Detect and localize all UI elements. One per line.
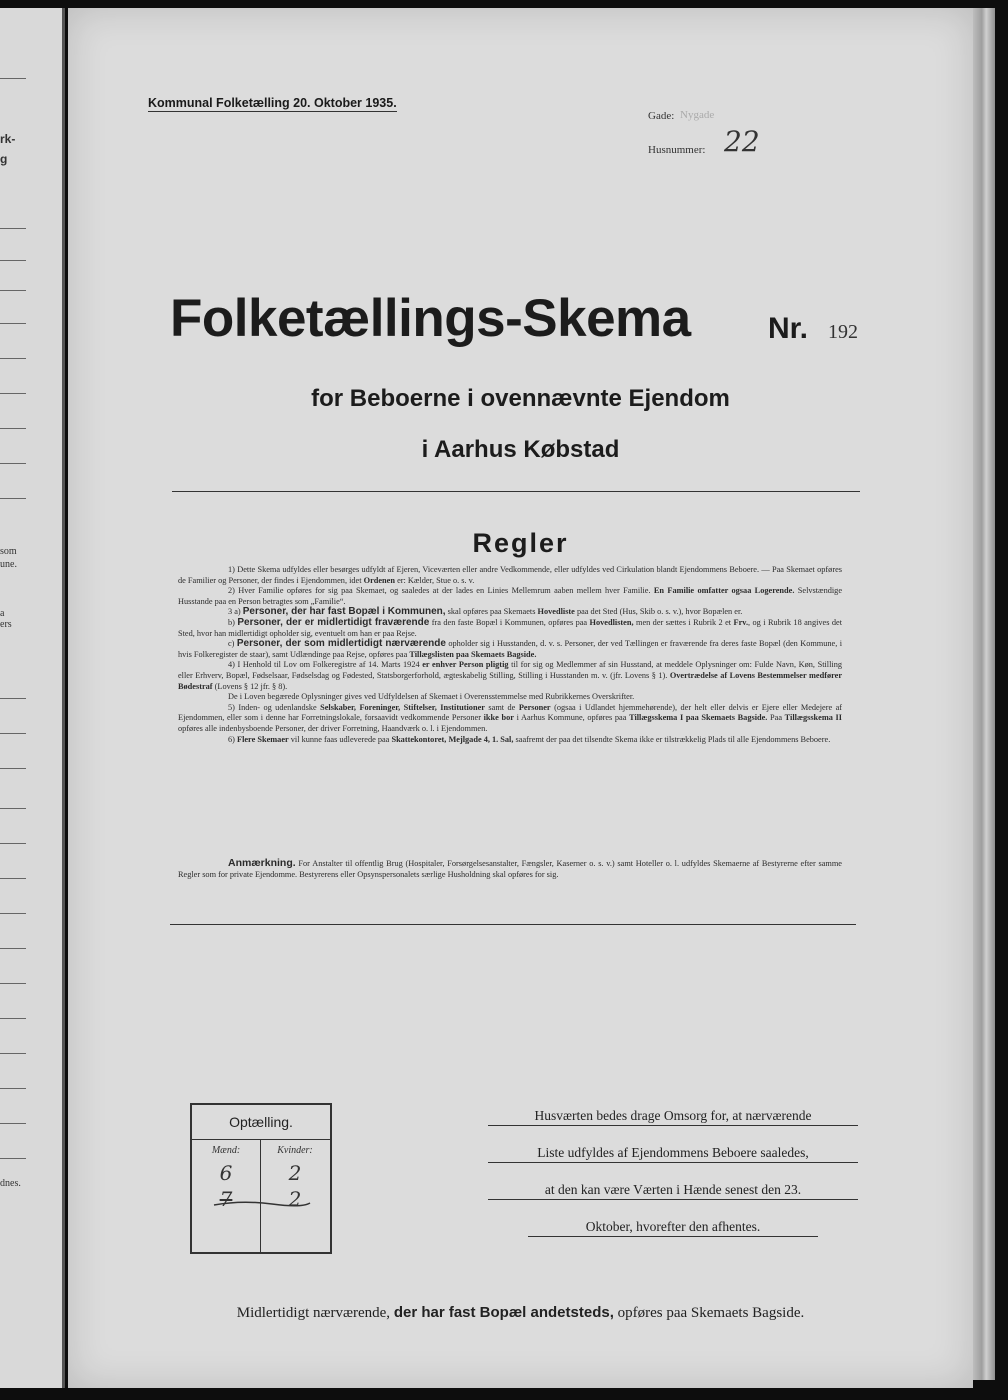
left-page-text: ers (0, 619, 12, 630)
left-page-line (0, 843, 26, 844)
census-form-page (68, 8, 973, 1388)
left-page-text: a (0, 608, 5, 619)
owner-note-line: at den kan være Værten i Hænde senest den 23. (488, 1182, 858, 1200)
street-label: Gade: (648, 110, 675, 122)
left-page-line (0, 733, 26, 734)
left-page-line (0, 463, 26, 464)
left-page-line (0, 1088, 26, 1089)
left-page-line (0, 698, 26, 699)
page-stack-edge (973, 8, 995, 1380)
left-page-fragment (0, 8, 65, 1388)
form-subtitle-city: i Aarhus Købstad (421, 436, 620, 463)
left-page-line (0, 1018, 26, 1019)
left-page-line (0, 260, 26, 261)
left-page-line (0, 1053, 26, 1054)
house-number-label: Husnummer: (648, 144, 706, 156)
left-page-line (0, 913, 26, 914)
left-page-line (0, 358, 26, 359)
form-number-label: Nr. (768, 312, 809, 345)
annotation-note (178, 858, 842, 880)
rules-body (178, 565, 842, 745)
rule-4: 4) I Henhold til Lov om Folkeregistre af 14. Marts 1924 er enhver Person pligtig til for sig og Medlemmer af sin Husstand, at meddele Oplysninger om: Fulde Navn, Køn, Stilling eller Erhverv, Bopæl, Fødselsaar, Fødselsdag og Fødested, Statsborgerforhold, ægteskabelig Stilling, Stilling i Husstanden m. v. (jfr. Lovens § 1). Overtrædelse af Lovens Bestemmelser medfører Bødestraf (Lovens § 12 jfr. § 8). (178, 660, 843, 691)
women-count: 2 (288, 1161, 302, 1185)
form-title: Folketællings-Skema (170, 289, 691, 348)
left-page-line (0, 323, 26, 324)
annotation-label: Anmærkning. (228, 857, 296, 869)
rule-2: 2) Hver Familie opføres for sig paa Skemaet, og saaledes at der lades en Linies Mellemrum aaben mellem hver Familie. En Familie omfatter ogsaa Logerende. Selvstændige Husstande paa en Person betragtes som „Familie“. (178, 586, 843, 606)
footer-note: Midlertidigt nærværende, der har fast Bopæl andetsteds, opføres paa Skemaets Bagside. (236, 1304, 805, 1321)
rule-5: 5) Inden- og udenlandske Selskaber, Foreninger, Stiftelser, Institutioner samt de Personer (ogsaa i Udlandet hjemmehørende), der helt eller delvis er Ejere eller Medejere af Ejendommen, eller som i denne har Forretningslokale, forsaavidt vedkommende Personer ikke bor i Aarhus Kommune, opføres paa Tillægsskema I paa Skemaets Bagside. Paa Tillægsskema II opføres alle indenbysboende Personer, der driver Forretning, Haandværk o. l. i Ejendommen. (178, 702, 843, 733)
left-page-text: rk- (0, 132, 16, 146)
left-page-text: g (0, 152, 8, 166)
form-number-value: 192 (828, 321, 858, 343)
men-count-struck: 7 (219, 1187, 233, 1211)
annotation-text: For Anstalter til offentlig Brug (Hospitaler, Forsørgelsesanstalter, Fængsler, Kaserner o. s. v.) samt Hoteller o. l. udfyldes Skemaerne af Bestyrerne efter samme Regler som for private Ejendomme. Bestyrerens eller Opsynspersonalets særlige Husholdning skal opføres for sig. (178, 859, 842, 879)
owner-note-line: Husværten bedes drage Omsorg for, at nærværende (488, 1108, 858, 1126)
men-label: Mænd: (211, 1145, 241, 1156)
census-header: Kommunal Folketælling 20. Oktober 1935. (148, 96, 397, 110)
rule-4b: De i Loven begærede Oplysninger gives ved Udfyldelsen af Skemaet i Overensstemmelse med Rubrikkernes Overskrifter. (228, 692, 635, 702)
rule-6: 6) Flere Skemaer vil kunne faas udleverede paa Skattekontoret, Mejlgade 4, 1. Sal, saafremt der paa det tilsendte Skema ikke er tilstrækkelig Plads til alle Ejendommens Beboere. (228, 734, 831, 744)
left-page-line (0, 290, 26, 291)
left-page-text: som (0, 546, 17, 557)
left-page-line (0, 1158, 26, 1159)
street-value: Nygade (680, 109, 715, 121)
men-count: 6 (219, 1161, 233, 1185)
left-page-text: dnes. (0, 1178, 21, 1189)
left-page-line (0, 948, 26, 949)
left-page-line (0, 393, 26, 394)
owner-note-line: Liste udfyldes af Ejendommens Beboere saaledes, (488, 1145, 858, 1163)
divider (170, 924, 856, 925)
count-box (190, 1103, 332, 1254)
left-page-line (0, 878, 26, 879)
left-page-text: une. (0, 559, 17, 570)
women-label: Kvinder: (277, 1145, 313, 1156)
rule-3c: c) Personer, der som midlertidigt nærværende opholder sig i Husstanden, d. v. s. Personer, der ved Tællingen er fraværende fra deres faste Bopæl (den Kommune, i hvis Folkeregister de staar), samt Udlændinge paa Rejse, opføres paa Tillægslisten paa Skemaets Bagside. (178, 638, 843, 659)
rule-3b: b) Personer, der er midlertidigt fraværende fra den faste Bopæl i Kommunen, opføres paa Hovedlisten, men der sættes i Rubrik 2 et Frv., og i Rubrik 18 angives det Sted, hvor han midlertidigt opholder sig, eventuelt om han er paa Rejse. (178, 616, 843, 638)
left-page-line (0, 808, 26, 809)
left-page-line (0, 983, 26, 984)
rules-heading: Regler (472, 528, 569, 558)
owner-note-line: Oktober, hvorefter den afhentes. (528, 1219, 818, 1237)
left-page-line (0, 768, 26, 769)
divider (172, 491, 860, 492)
form-subtitle: for Beboerne i ovennævnte Ejendom (311, 385, 730, 412)
rule-3a: 3 a) Personer, der har fast Bopæl i Kommunen, skal opføres paa Skemaets Hovedliste paa det Sted (Hus, Skib o. s. v.), hvor Bopælen er. (228, 606, 743, 618)
rule-1: 1) Dette Skema udfyldes eller besørges udfyldt af Ejeren, Viceværten eller andre Vedkommende, eller udfyldes ved Cirkulation blandt Ejendommens Beboere. — Paa Skemaet opføres de Familier og Personer, der findes i Ejendommen, idet Ordenen er: Kælder, Stue o. s. v. (178, 565, 842, 585)
count-box-title: Optælling. (192, 1105, 330, 1140)
left-page-line (0, 498, 26, 499)
strike-mark (212, 1197, 312, 1211)
left-page-line (0, 428, 26, 429)
left-page-line (0, 78, 26, 79)
women-count-struck: 2 (288, 1187, 302, 1211)
left-page-line (0, 1123, 26, 1124)
house-number-value: 22 (724, 125, 760, 158)
left-page-line (0, 228, 26, 229)
